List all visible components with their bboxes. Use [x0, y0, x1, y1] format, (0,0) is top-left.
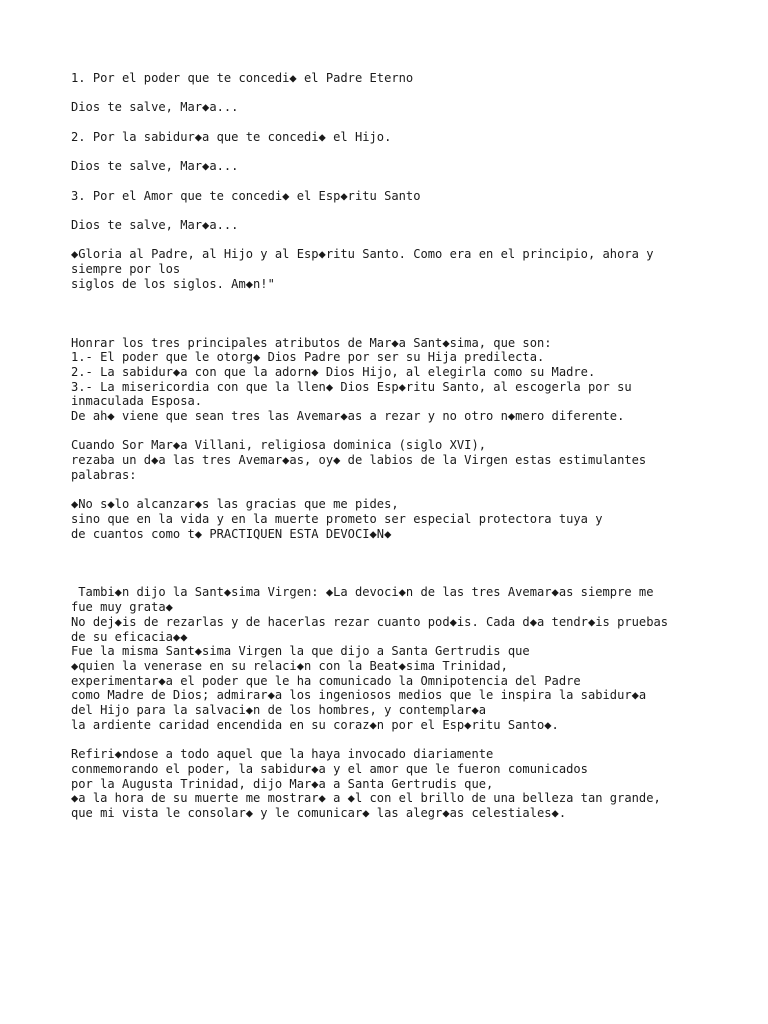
text-line: por la Augusta Trinidad, dijo Mar◆a a Santa Gertrudis que,: [71, 776, 494, 791]
text-line: palabras:: [71, 467, 137, 482]
text-line: la ardiente caridad encendida en su coraz◆n por el Esp◆ritu Santo◆.: [71, 717, 559, 732]
text-line: ◆Gloria al Padre, al Hijo y al Esp◆ritu Santo. Como era en el principio, ahora y: [71, 247, 654, 262]
text-line: fue muy grata◆: [71, 600, 173, 615]
text-line: 2.- La sabidur◆a con que la adorn◆ Dios Hijo, al elegirla como su Madre.: [71, 364, 596, 379]
text-line: rezaba un d◆a las tres Avemar◆as, oy◆ de labios de la Virgen estas estimulantes: [71, 453, 647, 468]
text-line: Honrar los tres principales atributos de Mar◆a Sant◆sima, que son:: [71, 335, 552, 350]
text-line: de cuantos como t◆ PRACTIQUEN ESTA DEVOCI◆N◆: [71, 526, 392, 541]
text-line: inmaculada Esposa.: [71, 394, 203, 409]
text-line: siglos de los siglos. Am◆n!": [71, 276, 275, 291]
text-line: 1.- El poder que le otorg◆ Dios Padre por ser su Hija predilecta.: [71, 350, 545, 365]
paragraph-gap: [71, 144, 731, 159]
text-line: De ah◆ viene que sean tres las Avemar◆as a rezar y no otro n◆mero diferente.: [71, 409, 625, 424]
text-line: 3. Por el Amor que te concedi◆ el Esp◆ritu Santo: [71, 188, 421, 203]
text-line: de su eficacia◆◆: [71, 629, 188, 644]
text-line: Dios te salve, Mar◆a...: [71, 217, 239, 232]
paragraph-gap: [71, 424, 731, 439]
text-line: Cuando Sor Mar◆a Villani, religiosa dominica (siglo XVI),: [71, 438, 487, 453]
paragraph-5: [71, 189, 731, 204]
text-line: ◆quien la venerase en su relaci◆n con la Beat◆sima Trinidad,: [71, 658, 508, 673]
paragraph-gap: [71, 483, 731, 498]
text-line: No dej◆is de rezarlas y de hacerlas rezar cuanto pod◆is. Cada d◆a tendr◆is pruebas: [71, 614, 669, 629]
text-line: siempre por los: [71, 262, 181, 277]
text-line: ◆a la hora de su muerte me mostrar◆ a ◆l con el brillo de una belleza tan grande,: [71, 791, 661, 806]
paragraph-gap: [71, 291, 731, 335]
paragraph-8: [71, 336, 731, 424]
text-line: 1. Por el poder que te concedi◆ el Padre Eterno: [71, 71, 414, 85]
text-line: experimentar◆a el poder que le ha comunicado la Omnipotencia del Padre: [71, 673, 581, 688]
text-line: que mi vista le consolar◆ y le comunicar◆ las alegr◆as celestiales◆.: [71, 805, 567, 820]
text-line: Dios te salve, Mar◆a...: [71, 100, 239, 115]
paragraph-4: [71, 159, 731, 174]
paragraph-gap: [71, 732, 731, 747]
text-line: sino que en la vida y en la muerte prometo ser especial protectora tuya y: [71, 511, 603, 526]
paragraph-gap: [71, 233, 731, 248]
paragraph-gap: [71, 174, 731, 189]
paragraph-3: [71, 130, 731, 145]
text-line: Dios te salve, Mar◆a...: [71, 159, 239, 174]
text-line: Refiri◆ndose a todo aquel que la haya invocado diariamente: [71, 747, 494, 762]
text-line: del Hijo para la salvaci◆n de los hombres, y contemplar◆a: [71, 703, 487, 718]
paragraph-10: [71, 497, 731, 541]
paragraph-11: [71, 585, 731, 732]
paragraph-2: [71, 100, 731, 115]
text-line: conmemorando el poder, la sabidur◆a y el amor que le fueron comunicados: [71, 761, 588, 776]
paragraph-gap: [71, 86, 731, 101]
paragraph-gap: [71, 203, 731, 218]
text-line: 3.- La misericordia con que la llen◆ Dios Esp◆ritu Santo, al escogerla por su: [71, 379, 632, 394]
text-line: ◆No s◆lo alcanzar◆s las gracias que me pides,: [71, 497, 399, 512]
paragraph-gap: [71, 541, 731, 585]
paragraph-6: [71, 218, 731, 233]
paragraph-9: [71, 438, 731, 482]
paragraph-12: [71, 747, 731, 821]
document-page: [71, 71, 731, 821]
text-line: 2. Por la sabidur◆a que te concedi◆ el Hijo.: [71, 129, 392, 144]
text-line: como Madre de Dios; admirar◆a los ingeniosos medios que le inspira la sabidur◆a: [71, 688, 647, 703]
paragraph-7: [71, 247, 731, 291]
paragraph-gap: [71, 115, 731, 130]
paragraph-1: [71, 71, 731, 86]
text-line: Fue la misma Sant◆sima Virgen la que dijo a Santa Gertrudis que: [71, 644, 530, 659]
text-line: Tambi◆n dijo la Sant◆sima Virgen: ◆La devoci◆n de las tres Avemar◆as siempre me: [71, 585, 654, 600]
